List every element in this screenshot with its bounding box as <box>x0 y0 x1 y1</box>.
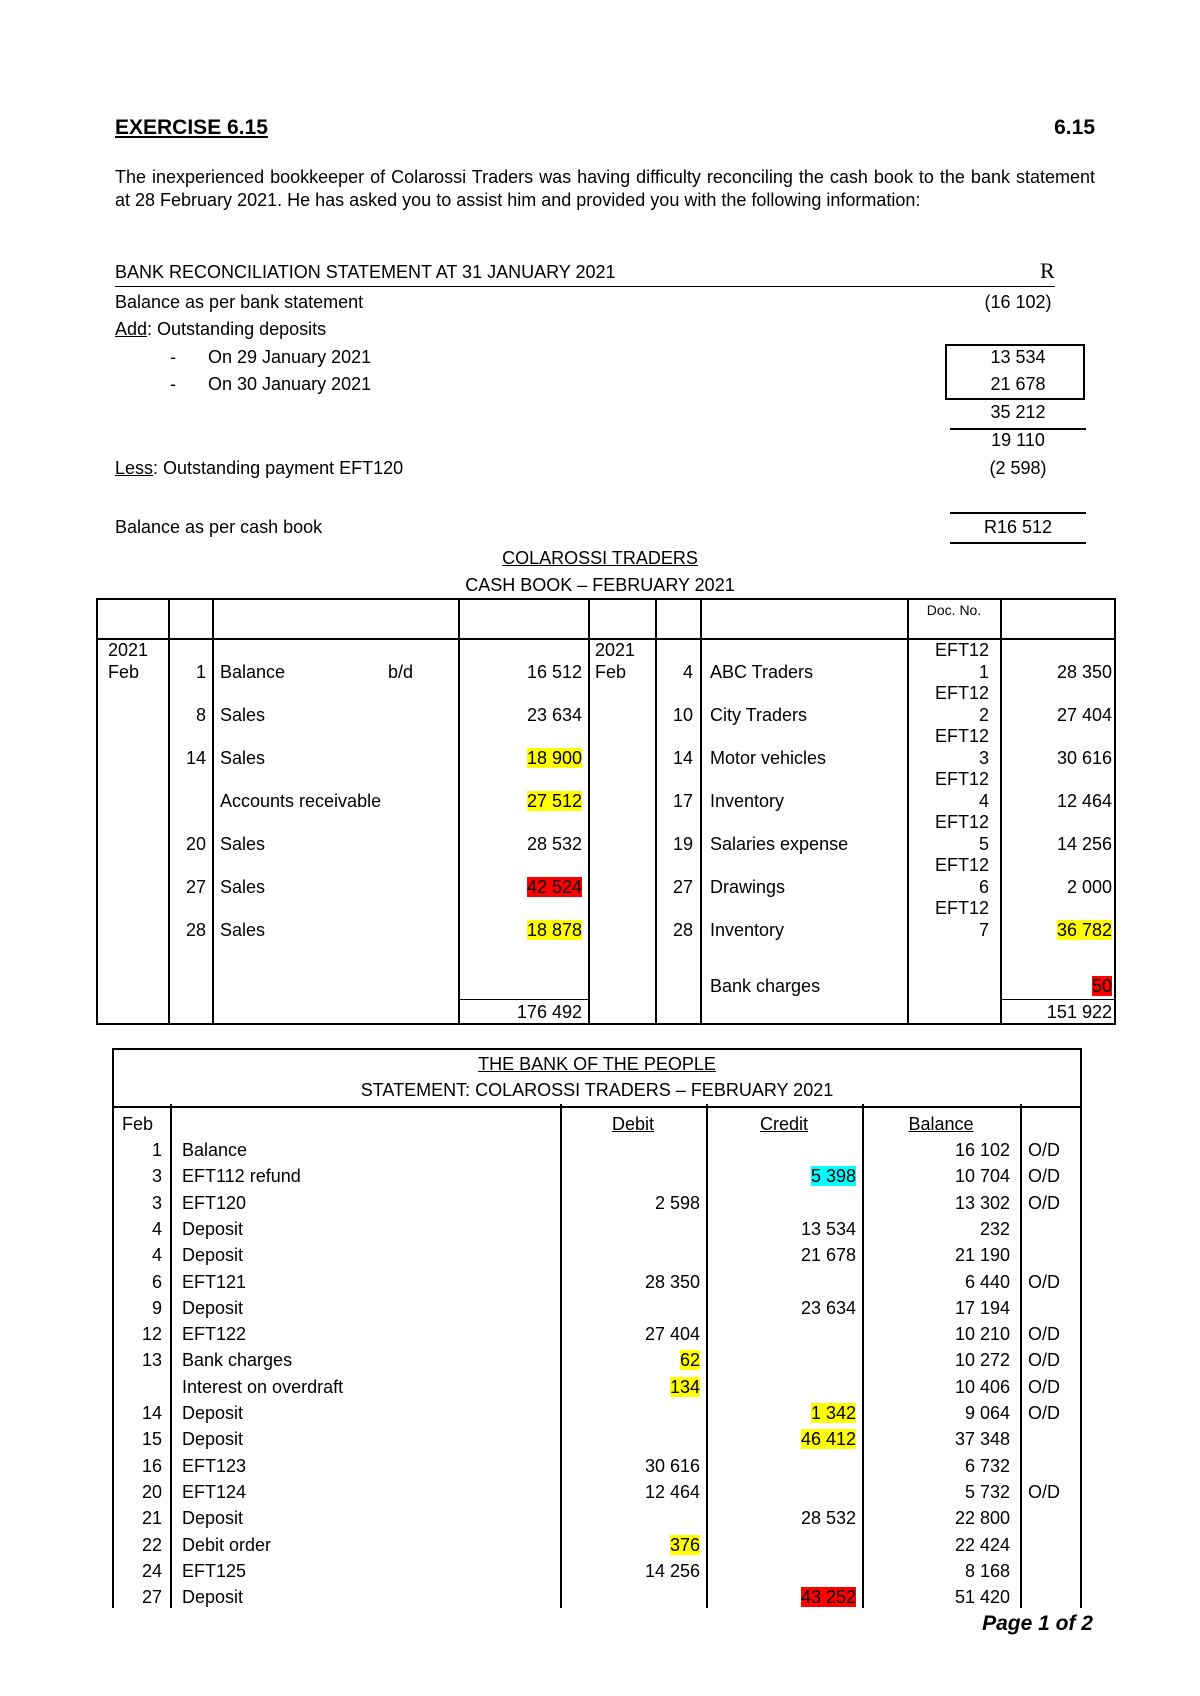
bank-row-credit: 43 252 <box>800 1587 856 1608</box>
bank-row-desc: Interest on overdraft <box>182 1376 344 1397</box>
bank-row-debit: 376 <box>669 1534 700 1555</box>
recon-dep2-label: On 30 January 2021 <box>208 374 372 394</box>
cashbook-title: CASH BOOK – FEBRUARY 2021 <box>465 575 735 595</box>
bank-row-od: O/D <box>1028 1140 1061 1160</box>
bank-row-credit: 5 398 <box>810 1166 856 1187</box>
bank-row-debit: 30 616 <box>644 1455 700 1476</box>
bank-row-debit-cell <box>560 1559 700 1583</box>
bank-col-credit: Credit <box>759 1114 808 1134</box>
cashbook-credit-doc: EFT12 <box>934 640 989 660</box>
recon-balance-bank-label: Balance as per bank statement <box>115 292 364 312</box>
bank-row-debit: 2 598 <box>654 1192 700 1213</box>
bank-row-day: 6 <box>151 1271 162 1292</box>
cashbook-debit-amount: 42 524 <box>526 877 582 897</box>
bank-row-balance: 10 704 <box>954 1166 1010 1187</box>
bank-row-day: 22 <box>141 1534 162 1555</box>
bank-row-debit: 62 <box>679 1350 700 1371</box>
bank-row-debit-cell <box>560 1480 700 1504</box>
recon-deposits-box <box>945 344 1085 400</box>
bank-row-credit-cell <box>706 1243 856 1267</box>
cashbook-credit-doc: EFT12 <box>934 769 989 789</box>
bank-row-balance: 10 210 <box>954 1324 1010 1345</box>
cashbook-bank-charges-value: 50 <box>1091 976 1112 996</box>
cashbook-credit-day: 27 <box>672 877 693 897</box>
recon-less-value: (2 598) <box>989 458 1047 478</box>
intro-paragraph: The inexperienced bookkeeper of Colarossi Traders was having difficulty reconciling the cash book to the bank statement at 28 February 2021. He has asked you to assist him and provided you with the following information: <box>115 167 1095 210</box>
cashbook-bank-charges-label: Bank charges <box>710 976 821 996</box>
cashbook-debit-amount-cell <box>460 834 582 855</box>
recon-dep2-dash: - <box>170 374 176 394</box>
recon-heading-row <box>115 262 1055 287</box>
cashbook-credit-amount-cell <box>1002 834 1112 855</box>
bank-name: THE BANK OF THE PEOPLE <box>478 1054 716 1074</box>
bank-row-desc: Deposit <box>182 1587 244 1608</box>
recon-add-line <box>115 319 326 345</box>
cashbook-debit-amount: 23 634 <box>526 705 582 725</box>
exercise-title: EXERCISE 6.15 <box>115 116 268 139</box>
bank-row-desc: Deposit <box>182 1297 244 1318</box>
bank-row-credit: 1 342 <box>810 1403 856 1423</box>
cashbook-credit-amount-cell <box>1002 920 1112 941</box>
recon-less-rest: : Outstanding payment EFT120 <box>153 458 404 478</box>
bank-row-desc: EFT121 <box>182 1271 247 1292</box>
cashbook-divider <box>212 600 214 1023</box>
bank-row-balance: 9 064 <box>964 1403 1010 1423</box>
cashbook-credit-doc-num: 4 <box>978 791 989 811</box>
bank-row-credit: 21 678 <box>800 1245 856 1266</box>
cashbook-debit-amount: 18 878 <box>526 920 582 940</box>
cashbook-debit-fol: b/d <box>388 662 414 682</box>
cashbook-credit-desc: Inventory <box>710 920 785 940</box>
bank-row-debit: 12 464 <box>644 1481 700 1502</box>
bank-row-balance: 6 440 <box>964 1271 1010 1292</box>
cashbook-debit-amount: 16 512 <box>526 662 582 682</box>
bank-row-debit: 28 350 <box>644 1271 700 1292</box>
cashbook-total-debit: 176 492 <box>516 1002 582 1022</box>
cashbook-credit-day: 17 <box>672 791 693 811</box>
bank-row-od: O/D <box>1028 1481 1061 1502</box>
cashbook-debit-amount: 18 900 <box>526 748 582 768</box>
cashbook-month-left: Feb <box>108 662 140 682</box>
bank-row-credit-cell <box>706 1427 856 1451</box>
recon-sub-deposits: 35 212 <box>990 402 1046 422</box>
bank-row-debit-cell <box>560 1454 700 1478</box>
bank-row-day: 4 <box>151 1218 162 1239</box>
cashbook-credit-amount: 12 464 <box>1056 791 1112 811</box>
bank-row-debit-cell <box>560 1533 700 1557</box>
bank-row-debit-cell <box>560 1270 700 1294</box>
cashbook-debit-desc: Sales <box>220 748 266 768</box>
bank-row-desc: Deposit <box>182 1403 244 1423</box>
cashbook-debit-desc: Sales <box>220 877 266 897</box>
bank-row-credit: 13 534 <box>800 1218 856 1239</box>
bank-table-row <box>114 1427 1080 1453</box>
bank-row-balance: 232 <box>979 1218 1010 1239</box>
bank-row-od: O/D <box>1028 1350 1061 1371</box>
cashbook-debit-amount-cell <box>460 791 582 812</box>
cashbook-debit-day: 14 <box>185 748 206 768</box>
bank-row-day: 15 <box>141 1429 162 1450</box>
cashbook-credit-amount: 2 000 <box>1066 877 1112 897</box>
exercise-ref: 6.15 <box>1054 116 1095 139</box>
bank-table-row <box>114 1164 1080 1190</box>
recon-heading: BANK RECONCILIATION STATEMENT AT 31 JANUARY 2021 <box>115 262 616 282</box>
bank-row-credit-cell <box>706 1506 856 1530</box>
cashbook-month-right: Feb <box>595 662 627 682</box>
cashbook-credit-doc-num: 2 <box>978 705 989 725</box>
recon-add-word: Add <box>115 319 148 339</box>
cashbook-year-right: 2021 <box>595 640 636 660</box>
bank-row-od: O/D <box>1028 1192 1061 1213</box>
recon-dep2-value: 21 678 <box>990 374 1046 394</box>
cashbook-debit-amount-cell <box>460 877 582 898</box>
bank-statement <box>112 1048 1082 1608</box>
cashbook-credit-doc: EFT12 <box>934 898 989 918</box>
bank-row-balance: 10 406 <box>954 1376 1010 1397</box>
bank-row-debit: 27 404 <box>644 1324 700 1345</box>
cashbook-debit-desc: Accounts receivable <box>220 791 382 811</box>
recon-add-rest: : Outstanding deposits <box>147 319 327 339</box>
bank-table-row <box>114 1348 1080 1374</box>
bank-row-credit-cell <box>706 1296 856 1320</box>
cashbook-debit-amount: 28 532 <box>526 834 582 854</box>
cashbook-credit-amount-cell <box>1002 791 1112 812</box>
bank-row-desc: Debit order <box>182 1534 272 1555</box>
cashbook-year-left: 2021 <box>108 640 149 660</box>
bank-table-row <box>114 1533 1080 1559</box>
bank-row-balance: 21 190 <box>954 1245 1010 1266</box>
cashbook-debit-day: 27 <box>185 877 206 897</box>
bank-row-balance: 8 168 <box>964 1560 1010 1581</box>
recon-balance-cash-label: Balance as per cash book <box>115 517 323 537</box>
cashbook-debit-desc: Balance <box>220 662 286 682</box>
bank-row-balance: 37 348 <box>954 1429 1010 1450</box>
cashbook-credit-amount-cell <box>1002 877 1112 898</box>
bank-table-row <box>114 1296 1080 1322</box>
bank-table-row <box>114 1375 1080 1401</box>
recon-rule <box>950 512 1086 514</box>
bank-col-debit: Debit <box>611 1114 655 1134</box>
cashbook-doc-header: Doc. No. <box>926 602 982 618</box>
bank-table-row <box>114 1559 1080 1585</box>
bank-row-desc: EFT124 <box>182 1481 247 1502</box>
cashbook-credit-doc: EFT12 <box>934 683 989 703</box>
cashbook-table <box>96 598 1116 1025</box>
bank-row-desc: Deposit <box>182 1429 244 1450</box>
cashbook-credit-doc-num: 7 <box>978 920 989 940</box>
bank-row-balance: 10 272 <box>954 1350 1010 1371</box>
bank-row-desc: Deposit <box>182 1508 244 1529</box>
cashbook-credit-doc-num: 3 <box>978 748 989 768</box>
cashbook-total-rule <box>460 999 588 1000</box>
bank-row-credit-cell <box>706 1164 856 1188</box>
cashbook-debit-amount-cell <box>460 748 582 769</box>
bank-row-desc: EFT123 <box>182 1455 247 1476</box>
bank-row-day: 27 <box>141 1587 162 1608</box>
recon-less-line <box>115 458 403 484</box>
bank-row-debit: 14 256 <box>644 1560 700 1581</box>
bank-row-od: O/D <box>1028 1324 1061 1345</box>
cashbook-bank-charges-cell <box>1002 976 1112 997</box>
cashbook-debit-day: 8 <box>195 705 206 725</box>
cashbook-credit-desc: ABC Traders <box>710 662 814 682</box>
bank-row-debit: 134 <box>669 1376 700 1397</box>
exercise-header <box>115 116 1095 140</box>
cashbook-credit-day: 28 <box>672 920 693 940</box>
bank-row-desc: Balance <box>182 1140 248 1160</box>
cashbook-credit-amount-cell <box>1002 705 1112 726</box>
cashbook-credit-doc-num: 1 <box>978 662 989 682</box>
bank-row-day: 20 <box>141 1481 162 1502</box>
cashbook-divider <box>588 600 590 1023</box>
bank-row-desc: EFT120 <box>182 1192 247 1213</box>
bank-header-rule <box>114 1106 1080 1108</box>
bank-table-row <box>114 1191 1080 1217</box>
cashbook-credit-day: 19 <box>672 834 693 854</box>
bank-row-balance: 22 800 <box>954 1508 1010 1529</box>
bank-row-desc: EFT125 <box>182 1560 247 1581</box>
bank-table-row <box>114 1138 1080 1164</box>
cashbook-debit-amount-cell <box>460 705 582 726</box>
bank-col-month: Feb <box>122 1114 154 1134</box>
recon-dep1-value: 13 534 <box>990 347 1046 367</box>
bank-row-debit-cell <box>560 1375 700 1399</box>
cashbook-credit-amount: 28 350 <box>1056 662 1112 682</box>
cashbook-total-rule <box>1002 999 1116 1000</box>
bank-row-balance: 5 732 <box>964 1481 1010 1502</box>
bank-row-day: 16 <box>141 1455 162 1476</box>
recon-less-word: Less <box>115 458 154 478</box>
cashbook-credit-amount-cell <box>1002 662 1112 683</box>
cashbook-credit-desc: City Traders <box>710 705 808 725</box>
bank-row-day: 9 <box>151 1297 162 1318</box>
recon-balance-cash-value: R16 512 <box>983 517 1053 537</box>
bank-table-row <box>114 1454 1080 1480</box>
bank-col-balance: Balance <box>908 1114 974 1134</box>
bank-row-day: 24 <box>141 1560 162 1581</box>
bank-row-day: 21 <box>141 1508 162 1529</box>
cashbook-total-credit: 151 922 <box>1046 1002 1112 1022</box>
cashbook-divider <box>700 600 702 1023</box>
bank-row-od: O/D <box>1028 1166 1061 1187</box>
bank-statement-title: STATEMENT: COLAROSSI TRADERS – FEBRUARY 2021 <box>360 1080 834 1100</box>
bank-table-row <box>114 1480 1080 1506</box>
bank-row-credit: 46 412 <box>800 1429 856 1450</box>
cashbook-credit-doc: EFT12 <box>934 812 989 832</box>
recon-dep1-dash: - <box>170 347 176 367</box>
bank-table-row <box>114 1585 1080 1611</box>
bank-row-desc: EFT122 <box>182 1324 247 1345</box>
cashbook-credit-amount-cell <box>1002 748 1112 769</box>
bank-row-credit-cell <box>706 1217 856 1241</box>
bank-row-balance: 51 420 <box>954 1587 1010 1608</box>
cashbook-credit-desc: Inventory <box>710 791 785 811</box>
cashbook-debit-day: 20 <box>185 834 206 854</box>
cashbook-credit-doc-num: 5 <box>978 834 989 854</box>
cashbook-credit-desc: Salaries expense <box>710 834 849 854</box>
bank-table-row <box>114 1322 1080 1348</box>
bank-table-row <box>114 1243 1080 1269</box>
bank-row-credit: 23 634 <box>800 1297 856 1318</box>
bank-row-desc: Deposit <box>182 1218 244 1239</box>
cashbook-debit-desc: Sales <box>220 705 266 725</box>
bank-row-od: O/D <box>1028 1271 1061 1292</box>
cashbook-company: COLAROSSI TRADERS <box>502 548 698 568</box>
bank-row-day: 13 <box>141 1350 162 1371</box>
bank-row-day: 4 <box>151 1245 162 1266</box>
bank-row-day: 12 <box>141 1324 162 1345</box>
cashbook-credit-amount: 36 782 <box>1056 920 1112 940</box>
cashbook-credit-doc: EFT12 <box>934 726 989 746</box>
bank-row-desc: Bank charges <box>182 1350 293 1371</box>
cashbook-credit-day: 14 <box>672 748 693 768</box>
bank-row-credit-cell <box>706 1585 856 1609</box>
recon-balance-bank-value: (16 102) <box>984 292 1052 312</box>
bank-row-balance: 13 302 <box>954 1192 1010 1213</box>
bank-table-row <box>114 1401 1080 1427</box>
bank-row-day: 3 <box>151 1166 162 1187</box>
bank-row-credit: 28 532 <box>800 1508 856 1529</box>
recon-rule <box>950 542 1086 544</box>
bank-row-od: O/D <box>1028 1403 1061 1423</box>
cashbook-debit-desc: Sales <box>220 834 266 854</box>
bank-row-balance: 6 732 <box>964 1455 1010 1476</box>
bank-table-row <box>114 1217 1080 1243</box>
recon-dep1-label: On 29 January 2021 <box>208 347 372 367</box>
bank-row-balance: 16 102 <box>954 1140 1010 1160</box>
bank-row-od: O/D <box>1028 1376 1061 1397</box>
cashbook-credit-desc: Motor vehicles <box>710 748 827 768</box>
cashbook-credit-desc: Drawings <box>710 877 786 897</box>
bank-row-balance: 17 194 <box>954 1297 1010 1318</box>
bank-header-row <box>114 1112 1080 1138</box>
cashbook-credit-amount: 30 616 <box>1056 748 1112 768</box>
bank-row-day: 1 <box>151 1140 162 1160</box>
cashbook-debit-amount-cell <box>460 920 582 941</box>
page-number: Page 1 of 2 <box>982 1612 1093 1635</box>
cashbook-credit-doc-num: 6 <box>978 877 989 897</box>
cashbook-credit-doc: EFT12 <box>934 855 989 875</box>
bank-row-day: 3 <box>151 1192 162 1213</box>
bank-row-day: 14 <box>141 1403 162 1423</box>
bank-row-debit-cell <box>560 1191 700 1215</box>
cashbook-debit-day: 28 <box>185 920 206 940</box>
cashbook-credit-amount: 27 404 <box>1056 705 1112 725</box>
recon-sub-total: 19 110 <box>991 430 1045 450</box>
bank-table-row <box>114 1506 1080 1532</box>
cashbook-debit-amount: 27 512 <box>526 791 582 811</box>
recon-currency: R <box>1040 258 1055 283</box>
cashbook-credit-amount: 14 256 <box>1056 834 1112 854</box>
cashbook-credit-day: 10 <box>672 705 693 725</box>
cashbook-debit-desc: Sales <box>220 920 266 940</box>
bank-table-row <box>114 1270 1080 1296</box>
cashbook-credit-day: 4 <box>682 662 693 682</box>
bank-row-balance: 22 424 <box>954 1534 1010 1555</box>
bank-row-credit-cell <box>706 1401 856 1425</box>
bank-row-debit-cell <box>560 1348 700 1372</box>
bank-row-desc: EFT112 refund <box>182 1166 301 1187</box>
bank-row-desc: Deposit <box>182 1245 244 1266</box>
bank-row-debit-cell <box>560 1322 700 1346</box>
cashbook-debit-amount-cell <box>460 662 582 683</box>
cashbook-debit-day: 1 <box>195 662 206 682</box>
